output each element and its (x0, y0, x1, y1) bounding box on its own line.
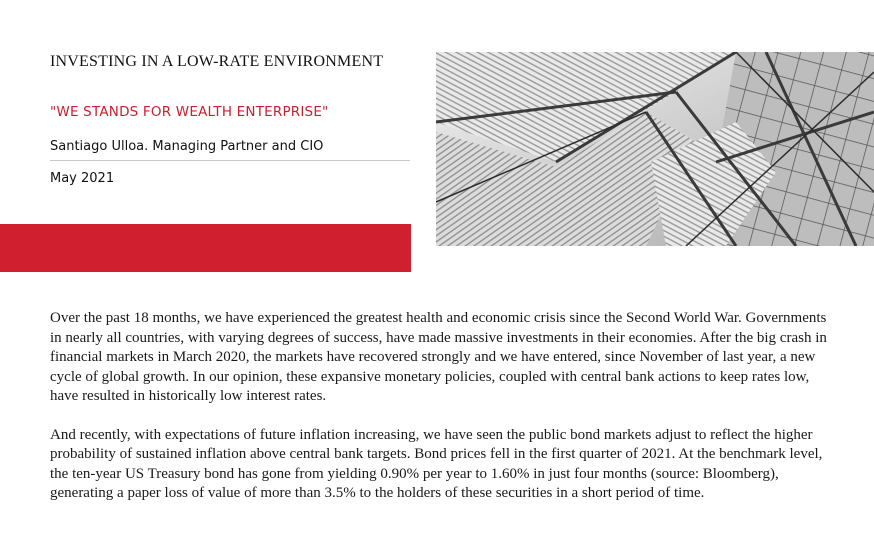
architecture-glass-roof-photo (436, 52, 874, 246)
document-title: INVESTING IN A LOW-RATE ENVIRONMENT (50, 53, 384, 70)
hero-photo-illustration (436, 52, 874, 246)
paragraph: And recently, with expectations of future inflation increasing, we have seen the public bond markets adjust to reflect the higher probability of sustained inflation above central bank targets. Bond prices fell in the first quarter of 2021. At the benchmark level, the ten-year US Treasury bond has gone from yielding 0.90% per year to 1.60% in just four months (source: Bloomberg), generating a paper loss of value of more than 3.5% to the holders of these securities in a short period of time. (50, 426, 823, 501)
article-body (50, 309, 840, 523)
author-line: Santiago Ulloa. Managing Partner and CIO (50, 139, 324, 154)
accent-band (0, 224, 411, 272)
divider (50, 160, 410, 161)
publication-date: May 2021 (50, 171, 115, 186)
paragraph: Over the past 18 months, we have experienced the greatest health and economic crisis since the Second World War. Governments in nearly all countries, with varying degrees of success, have made massive investments in their economies. After the big crash in financial markets in March 2020, the markets have recovered strongly and we have entered, since November of last year, a new cycle of global growth. In our opinion, these expansive monetary policies, coupled with central bank actions to keep rates low, have resulted in historically low interest rates. (50, 310, 827, 404)
document-subtitle: "WE STANDS FOR WEALTH ENTERPRISE" (50, 104, 329, 120)
